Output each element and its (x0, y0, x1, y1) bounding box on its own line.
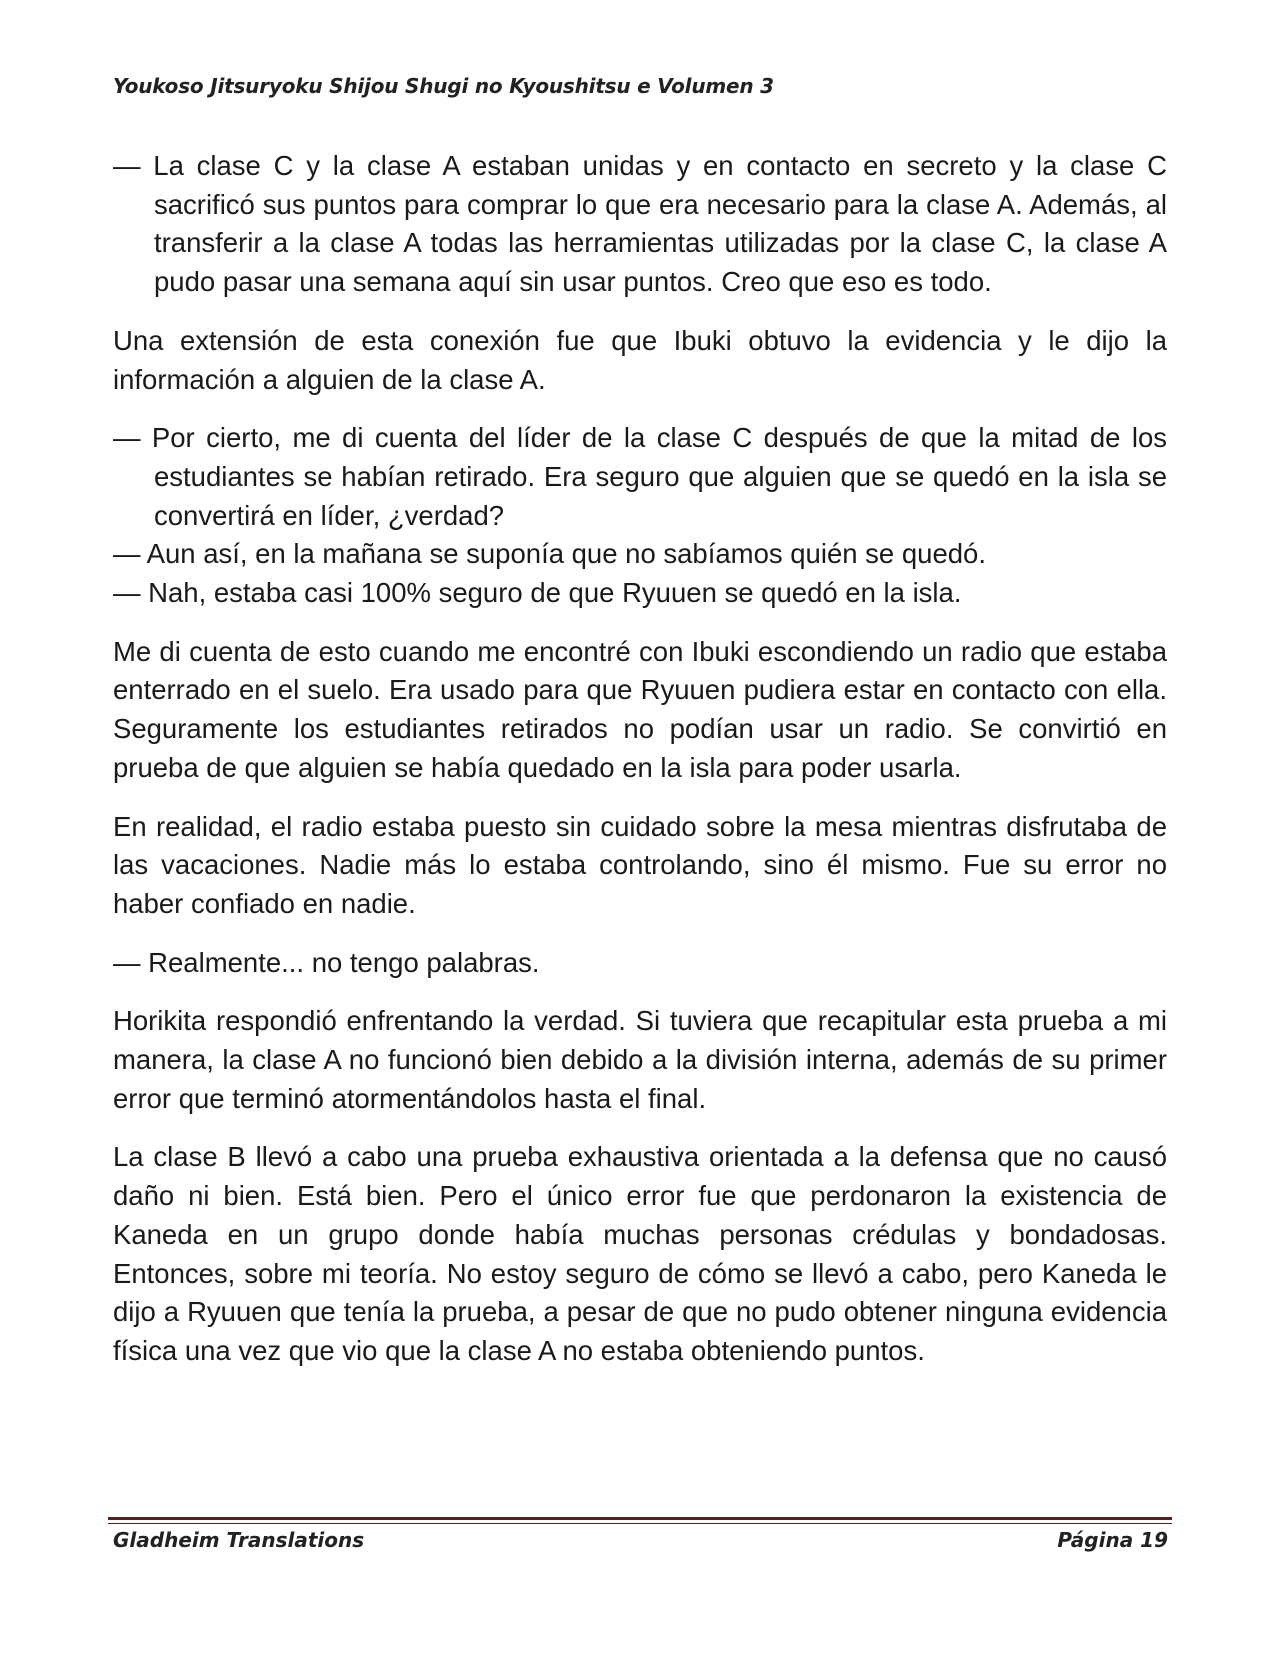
dialogue-line: — La clase C y la clase A estaban unidas y en contacto en secreto y la clase C sacrificó sus puntos para comprar lo que era necesario para la clase A. Además, al transferir a la clase A todas las herramientas utilizadas por la clase C, la clase A pudo pasar una semana aquí sin usar puntos. Creo que eso es todo. (113, 150, 1167, 298)
paragraph: La clase B llevó a cabo una prueba exhaustiva orientada a la defensa que no causó daño ni bien. Está bien. Pero el único error fue que perdonaron la existencia de Kaneda en un grupo donde había muchas personas crédulas y bondadosas. Entonces, sobre mi teoría. No estoy seguro de cómo se llevó a cabo, pero Kaneda le dijo a Ryuuen que tenía la prueba, a pesar de que no pudo obtener ninguna evidencia física una vez que vio que la clase A no estaba obteniendo puntos. (113, 1141, 1167, 1366)
footer-credit: Gladheim Translations (113, 1528, 365, 1552)
dialogue-line: — Realmente... no tengo palabras. (113, 946, 540, 978)
dialogue-line: — Nah, estaba casi 100% seguro de que Ryuuen se quedó en la isla. (113, 577, 962, 609)
page-number: Página 19 (1057, 1528, 1168, 1552)
paragraph: Me di cuenta de esto cuando me encontré con Ibuki escondiendo un radio que estaba enterrado en el suelo. Era usado para que Ryuuen pudiera estar en contacto con ella. Seguramente los estudiantes retirados no podían usar un radio. Se convirtió en prueba de que alguien se había quedado en la isla para poder usarla. (113, 635, 1167, 783)
paragraph: Horikita respondió enfrentando la verdad. Si tuviera que recapitular esta prueba a mi manera, la clase A no funcionó bien debido a la división interna, además de su primer error que terminó atormentándolos hasta el final. (113, 1005, 1167, 1114)
dialogue-line: — Aun así, en la mañana se suponía que no sabíamos quién se quedó. (113, 538, 986, 570)
footer-divider (108, 1517, 1172, 1524)
running-header: Youkoso Jitsuryoku Shijou Shugi no Kyoushitsu e Volumen 3 (113, 74, 774, 98)
paragraph: En realidad, el radio estaba puesto sin cuidado sobre la mesa mientras disfrutaba de las vacaciones. Nadie más lo estaba controlando, sino él mismo. Fue su error no haber confiado en nadie. (113, 810, 1167, 919)
dialogue-line: — Por cierto, me di cuenta del líder de la clase C después de que la mitad de los estudiantes se habían retirado. Era seguro que alguien que se quedó en la isla se convertirá en líder, ¿verdad? (113, 422, 1167, 531)
page-body (113, 147, 1167, 1391)
dialogue-group (113, 419, 1167, 613)
paragraph: Una extensión de esta conexión fue que Ibuki obtuvo la evidencia y le dijo la información a alguien de la clase A. (113, 324, 1167, 395)
